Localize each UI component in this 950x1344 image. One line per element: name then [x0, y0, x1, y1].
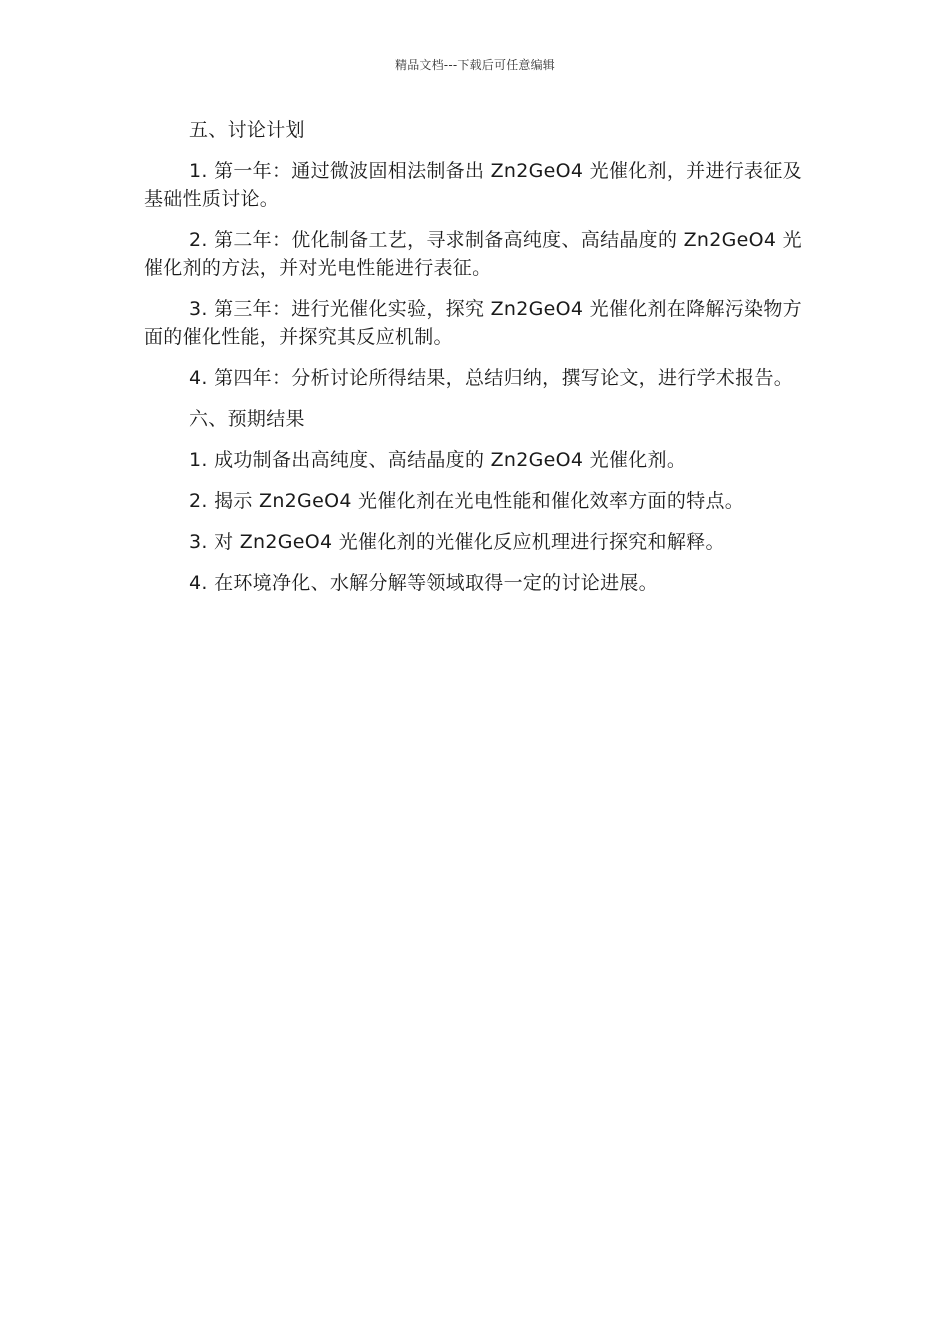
plan-item-year-3: 3. 第三年：进行光催化实验，探究 Zn2GeO4 光催化剂在降解污染物方面的催化性能，并探究其反应机制。 [144, 298, 802, 348]
plan-item-year-1: 1. 第一年：通过微波固相法制备出 Zn2GeO4 光催化剂，并进行表征及基础性质讨论。 [144, 160, 802, 210]
result-item-1: 1. 成功制备出高纯度、高结晶度的 Zn2GeO4 光催化剂。 [189, 449, 687, 471]
document-body [144, 116, 806, 610]
result-item-3: 3. 对 Zn2GeO4 光催化剂的光催化反应机理进行探究和解释。 [189, 531, 725, 553]
section-heading-research-plan: 五、讨论计划 [189, 119, 305, 141]
result-item-2: 2. 揭示 Zn2GeO4 光催化剂在光电性能和催化效率方面的特点。 [189, 490, 745, 512]
section-heading-expected-results: 六、预期结果 [189, 408, 305, 430]
page-header: 精品文档---下载后可任意编辑 [395, 58, 555, 72]
plan-item-year-4: 4. 第四年：分析讨论所得结果，总结归纳，撰写论文，进行学术报告。 [189, 367, 794, 389]
result-item-4: 4. 在环境净化、水解分解等领域取得一定的讨论进展。 [189, 572, 658, 594]
plan-item-year-2: 2. 第二年：优化制备工艺，寻求制备高纯度、高结晶度的 Zn2GeO4 光催化剂的方法，并对光电性能进行表征。 [144, 229, 802, 279]
